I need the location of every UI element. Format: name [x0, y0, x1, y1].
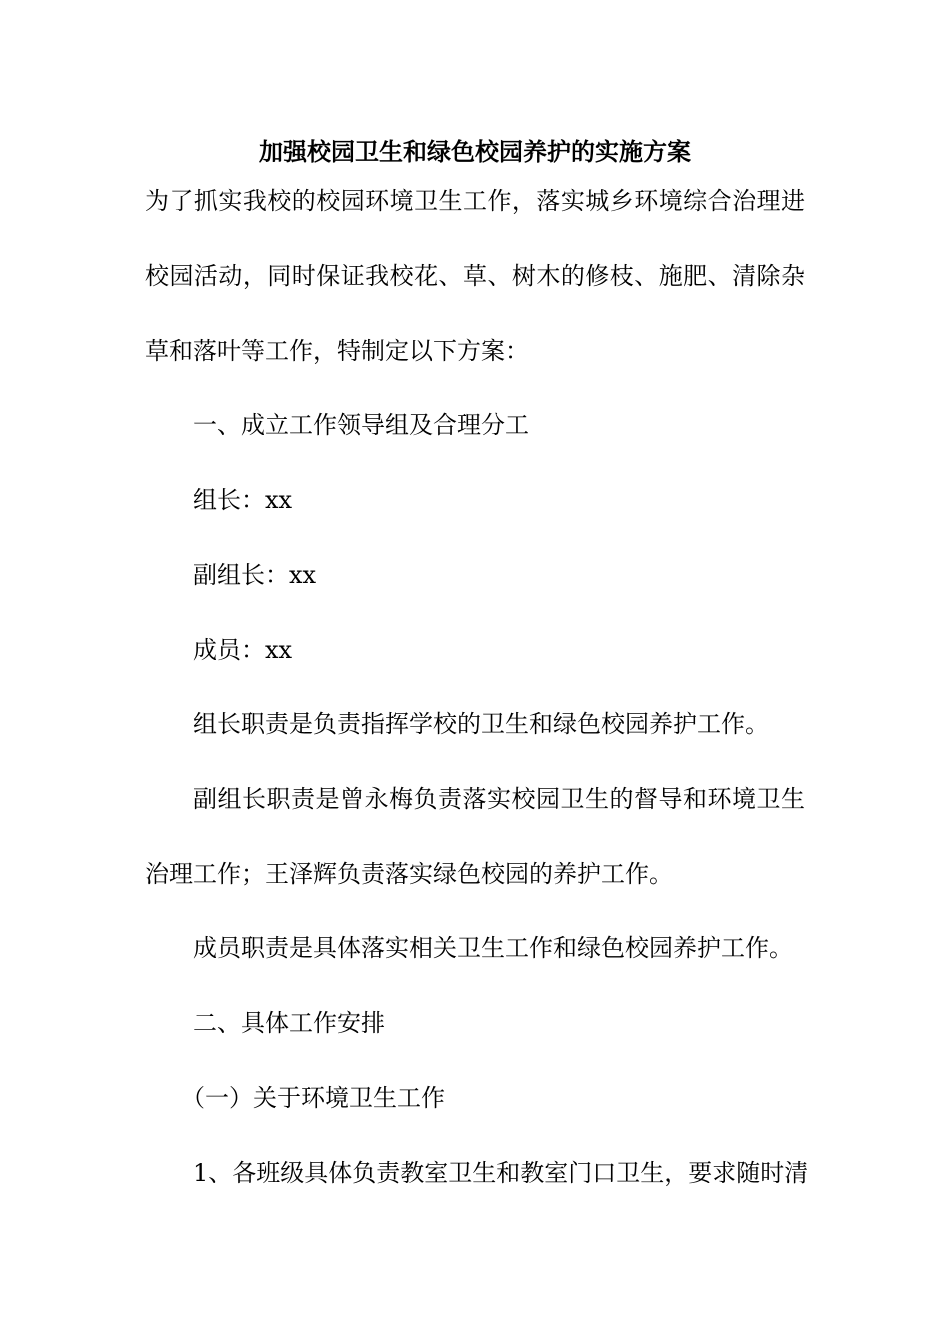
subsection-heading: （一）关于环境卫生工作 — [181, 1084, 445, 1112]
paragraph-line: 副组长职责是曾永梅负责落实校园卫生的督导和环境卫生 — [193, 785, 805, 813]
document-title: 加强校园卫生和绿色校园养护的实施方案 — [259, 137, 691, 166]
section-heading: 二、具体工作安排 — [193, 1009, 385, 1037]
paragraph-line: 1、各班级具体负责教室卫生和教室门口卫生，要求随时清 — [193, 1159, 809, 1187]
leader-line: 组长：xx — [193, 486, 293, 514]
paragraph-line: 治理工作；王泽辉负责落实绿色校园的养护工作。 — [145, 860, 673, 888]
paragraph-line: 成员职责是具体落实相关卫生工作和绿色校园养护工作。 — [193, 934, 793, 962]
paragraph-line: 组长职责是负责指挥学校的卫生和绿色校园养护工作。 — [193, 710, 769, 738]
section-heading: 一、成立工作领导组及合理分工 — [193, 411, 529, 439]
members-line: 成员：xx — [193, 636, 293, 664]
paragraph-line: 为了抓实我校的校园环境卫生工作，落实城乡环境综合治理进 — [145, 187, 805, 215]
deputy-leader-line: 副组长：xx — [193, 561, 317, 589]
paragraph-line: 草和落叶等工作，特制定以下方案： — [145, 337, 529, 365]
paragraph-line: 校园活动，同时保证我校花、草、树木的修枝、施肥、清除杂 — [145, 262, 805, 290]
